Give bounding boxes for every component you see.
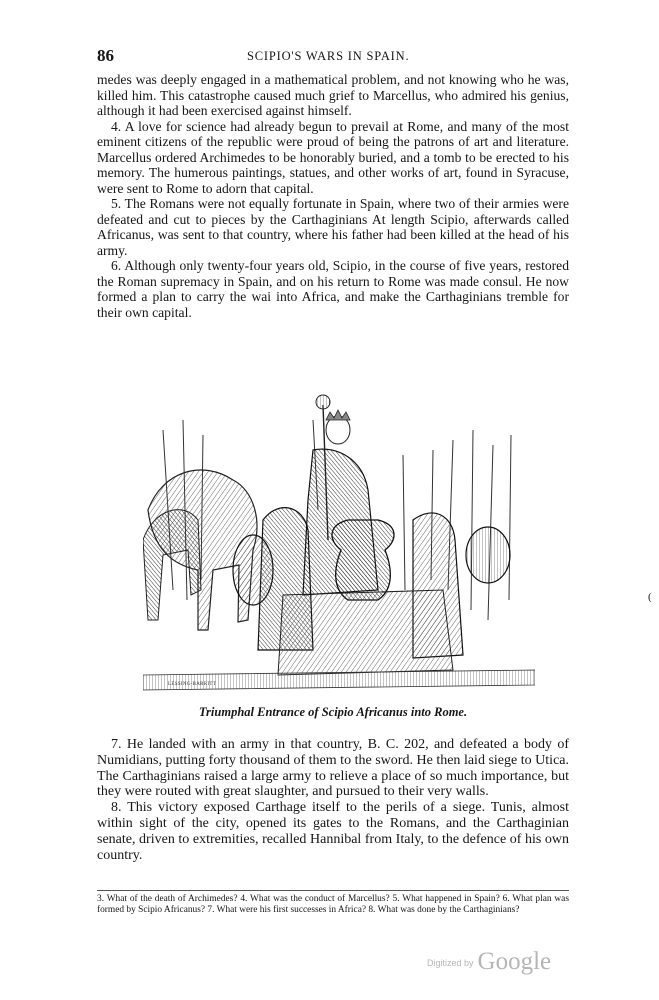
paragraph-4: 4. A love for science had already begun to prevail at Rome, and many of the most eminent citizens of the republic were proud of being the patrons of art and literature. Marcellus ordered Archimedes to be honorably buried, and a tomb to be erected to his memory. The humerous paintings, statues, and other works of art, found in Syracuse, were sent to Rome to adorn that capital. [97, 118, 569, 196]
paragraph-6: 6. Although only twenty-four years old, Scipio, in the course of five years, restored the Roman supremacy in Spain, and on his return to Rome was made consul. He now formed a plan to carry the wai into Africa, and make the Carthaginians tremble for their own capital. [97, 258, 569, 320]
bottom-text-block [97, 737, 569, 863]
drapery [278, 590, 453, 675]
paragraph-7: 7. He landed with an army in that country, B. C. 202, and defeated a body of Numidians, putting forty thousand of them to the sword. He then laid siege to Utica. The Carthaginians raised a large army to relieve a place of so much importance, but they were routed with great slaughter, and pursued to their very walls. [97, 737, 569, 800]
paragraph-continued: medes was deeply engaged in a mathematical problem, and not knowing who he was, killed him. This catastrophe caused much grief to Marcellus, who admired his genius, although it had been exercised against himself. [97, 72, 569, 118]
page-header [97, 46, 569, 66]
top-text-block [97, 72, 569, 320]
engraver-signature: LESSING-BARRITT [168, 682, 217, 687]
page-number: 86 [97, 46, 114, 65]
shield-right [466, 527, 510, 583]
margin-mark: ( [648, 591, 652, 603]
horse-rear [143, 510, 201, 620]
footnote-text: 3. What of the death of Archimedes? 4. What was the conduct of Marcellus? 5. What happened in Spain? 6. What plan was formed by Scipio Africanus? 7. What were his first successes in Africa? 8. What was done by the Carthaginians? [97, 894, 569, 915]
running-head: SCIPIO'S WARS IN SPAIN. [247, 49, 410, 63]
laurel-crown [326, 410, 350, 420]
paragraph-8: 8. This victory exposed Carthage itself to the perils of a siege. Tunis, almost within sight of the city, opened its gates to the Romans, and the Carthaginian senate, driven to extremities, recalled Hannibal from Italy, to the defence of his own country. [97, 800, 569, 863]
google-logo: Google [477, 948, 552, 975]
paragraph-5: 5. The Romans were not equally fortunate in Spain, where two of their armies were defeated and cut to pieces by the Carthaginians At length Scipio, afterwards called Africanus, was sent to that country, where his father had been killed at the head of his army. [97, 196, 569, 258]
figure-caption: Triumphal Entrance of Scipio Africanus into Rome. [198, 705, 468, 719]
vase [332, 520, 394, 600]
ground [143, 670, 535, 690]
illustration [143, 390, 535, 695]
google-watermark [427, 948, 551, 978]
footnote-rule [97, 890, 569, 891]
engraving-triumph [143, 390, 535, 695]
shield-left [233, 535, 273, 605]
watermark-prefix: Digitized by [427, 958, 474, 968]
study-questions [97, 894, 569, 916]
